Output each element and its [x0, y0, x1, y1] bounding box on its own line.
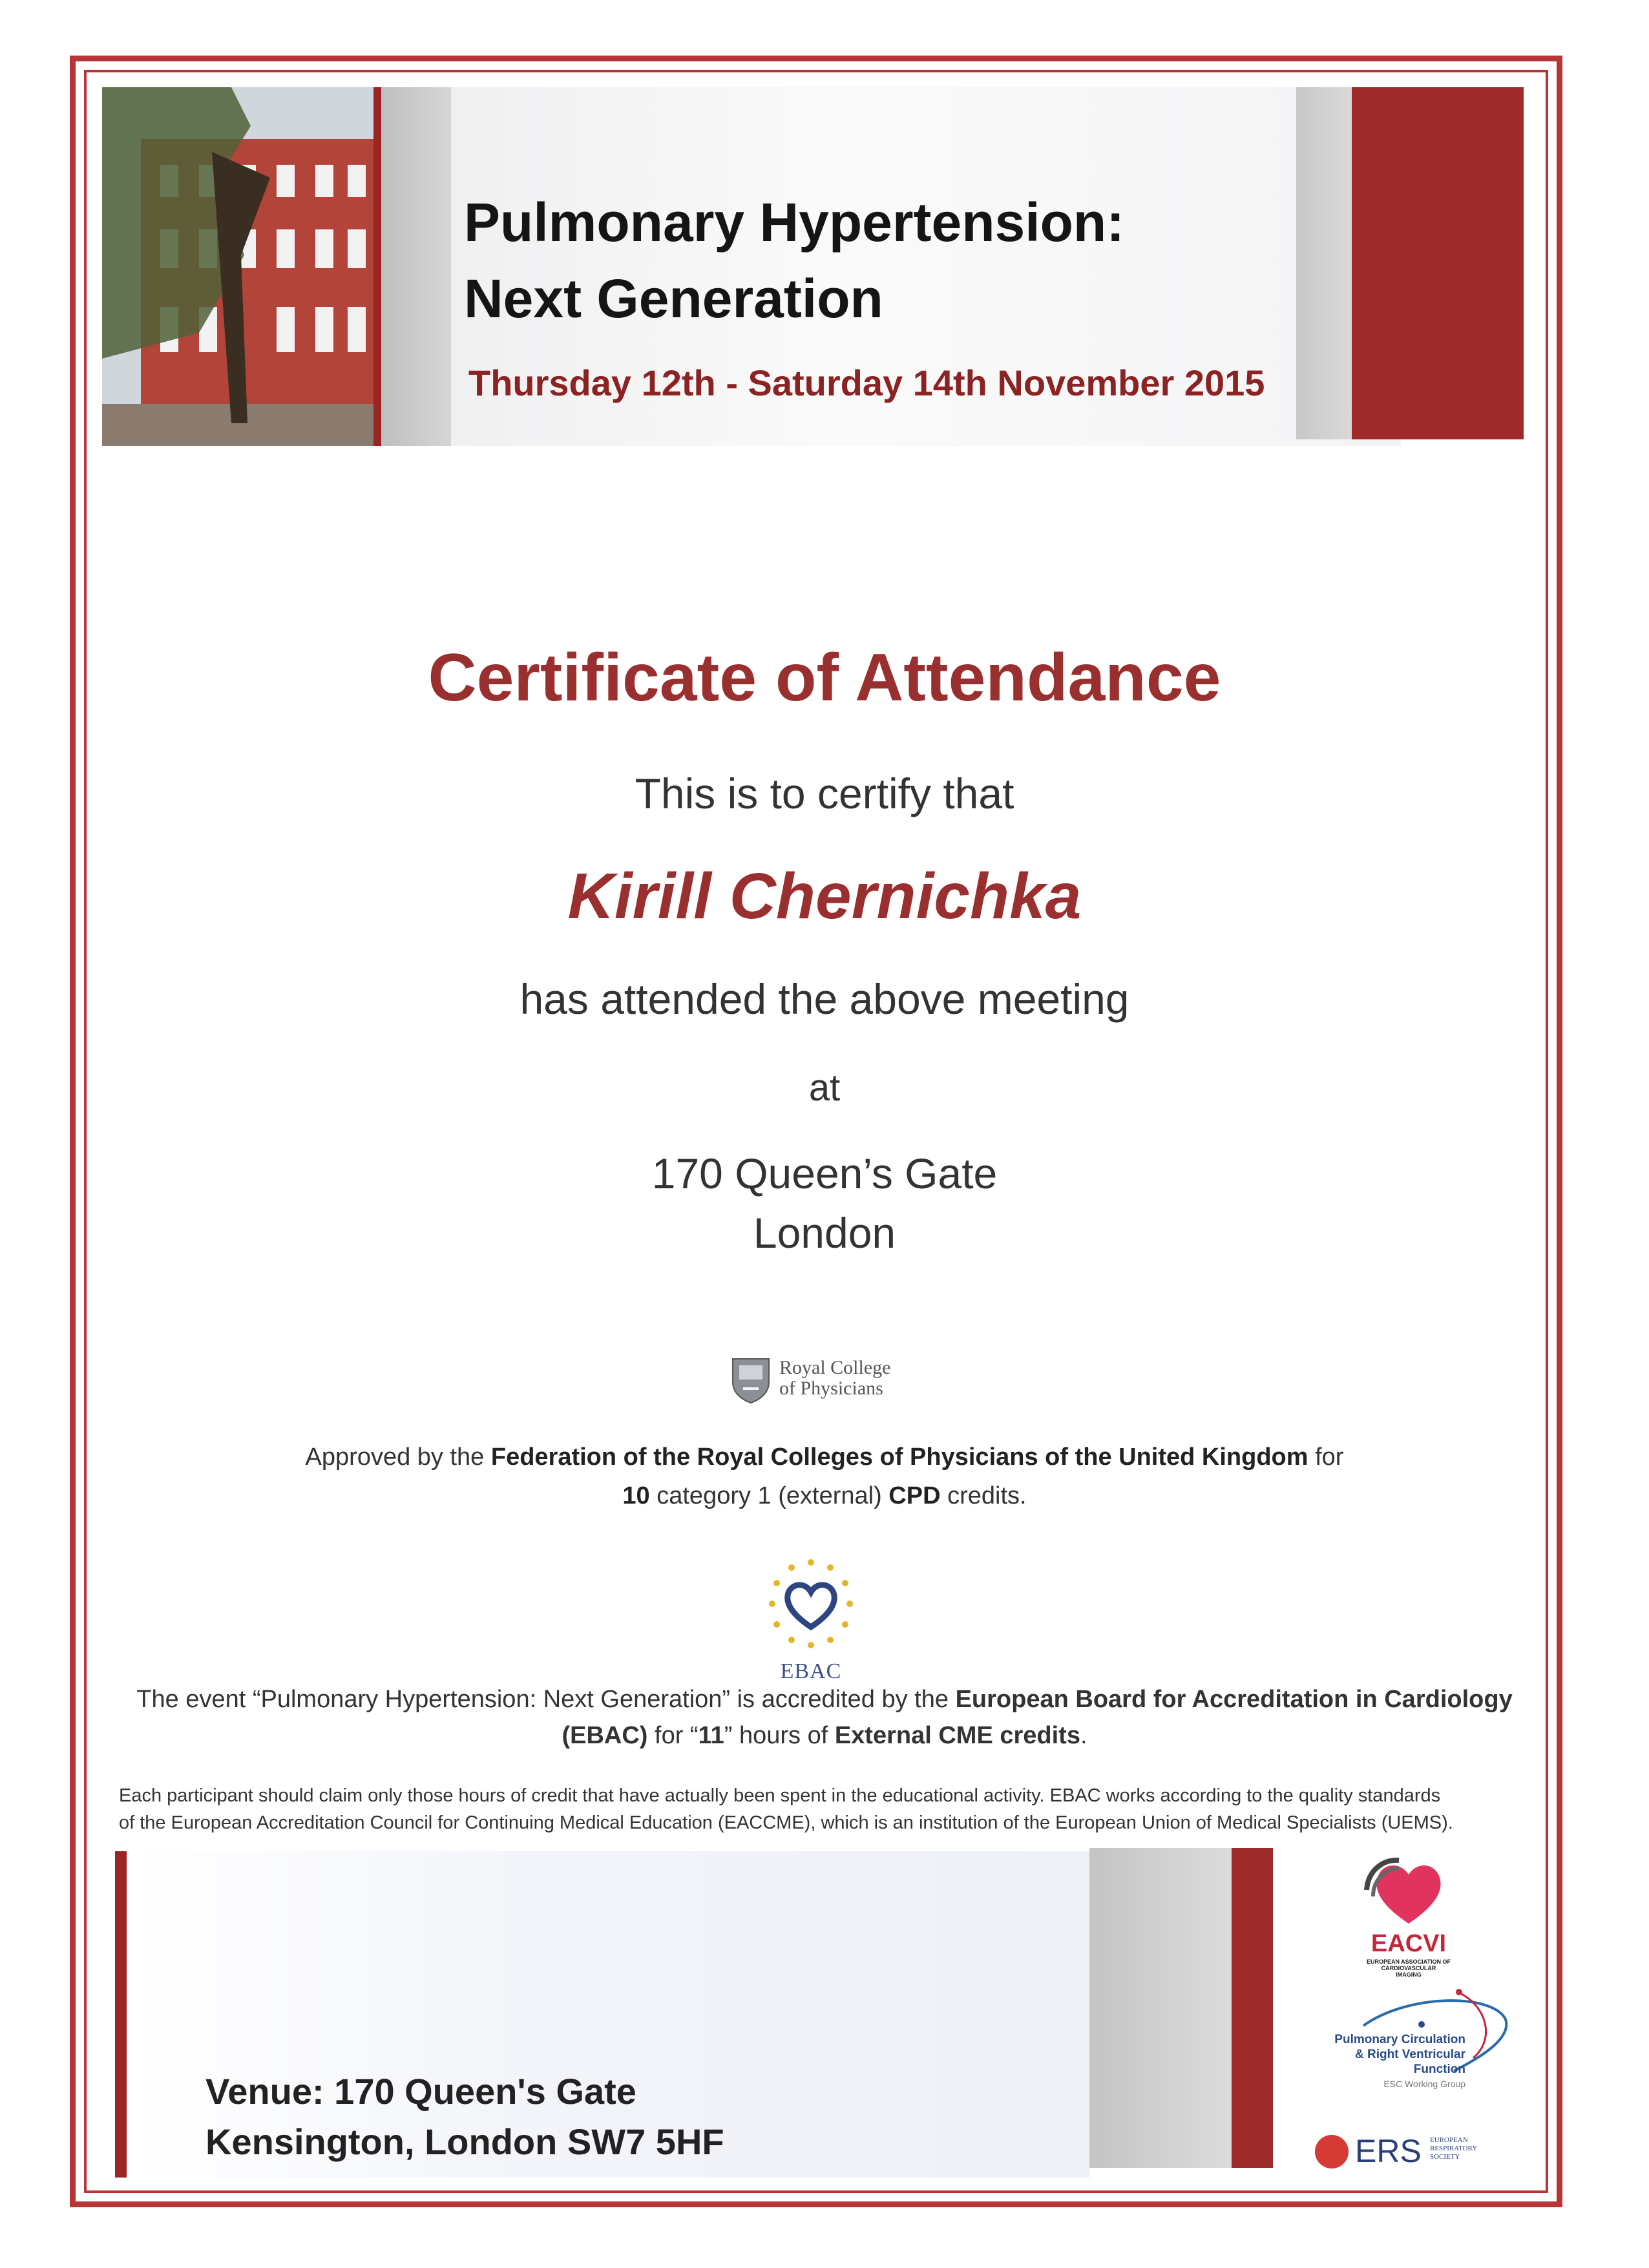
ers-subtitle [1430, 2136, 1477, 2161]
building-photo [102, 87, 373, 446]
header-grey-band-right [1296, 87, 1352, 439]
disclaimer-line2: of the European Accreditation Council for Continuing Medical Education (EACCME), which is an institution of the European Union of Medical Specialists (UEMS). [119, 1812, 1453, 1833]
rcp-logo-line1: Royal College [779, 1357, 891, 1378]
accreditation-credits: External CME credits [834, 1722, 1080, 1749]
pcrv-text [1334, 2032, 1465, 2077]
accreditation-statement [0, 1681, 1649, 1754]
rcp-crest-icon [730, 1356, 772, 1404]
attended-line: has attended the above meeting [520, 975, 1129, 1023]
venue-address: 170 Queen’s Gate [651, 1150, 998, 1197]
approval-suffix: for [1308, 1444, 1344, 1471]
footer-grey-band [1089, 1848, 1232, 2168]
ers-sub-line1: EUROPEAN [1430, 2136, 1468, 2144]
eacvi-sub-line2: CARDIOVASCULAR [1381, 1965, 1436, 1971]
ebac-logo [762, 1557, 859, 1686]
accreditation-prefix: The event “Pulmonary Hypertension: Next Generation” is accredited by the [136, 1686, 956, 1713]
certificate-title: Certificate of Attendance [428, 640, 1221, 715]
rcp-logo-line2: of Physicians [779, 1378, 883, 1399]
approval-statement [0, 1438, 1649, 1515]
header-grey-band [373, 87, 451, 446]
ers-logo [1315, 2132, 1509, 2171]
header-red-band [1352, 87, 1524, 439]
ers-sub-line3: SOCIETY [1430, 2153, 1460, 2161]
event-title [464, 184, 1124, 337]
accreditation-hours: 11 [698, 1722, 724, 1749]
at-word: at [808, 1067, 841, 1109]
pcrv-line2: & Right Ventricular [1354, 2048, 1465, 2061]
eacvi-sub-line1: EUROPEAN ASSOCIATION OF [1366, 1958, 1451, 1965]
accreditation-mid: for “ [647, 1722, 698, 1749]
approval-line1 [0, 1438, 1649, 1476]
accreditation-line1 [0, 1681, 1649, 1717]
credits-number: 10 [622, 1482, 650, 1509]
certify-line: This is to certify that [635, 770, 1014, 817]
approval-line2 [0, 1476, 1649, 1515]
eacvi-sub-line3: IMAGING [1396, 1971, 1422, 1978]
eacvi-name: EACVI [1371, 1930, 1447, 1957]
footer-red-bar [115, 1851, 127, 2178]
footer-venue [205, 2066, 724, 2167]
eacvi-heart-icon [1354, 1851, 1464, 1929]
header-banner [102, 87, 1524, 446]
disclaimer-line1: Each participant should claim only those hours of credit that have actually been spent in the educational activity. EBAC works according to the quality standards [119, 1785, 1441, 1806]
event-title-line2: Next Generation [464, 268, 883, 329]
footer-venue-line1: Venue: 170 Queen's Gate [205, 2071, 636, 2112]
event-dates: Thursday 12th - Saturday 14th November 2015 [468, 362, 1265, 403]
approval-prefix: Approved by the [305, 1444, 491, 1471]
ebac-logo-text: EBAC [780, 1659, 842, 1683]
pcrv-line3: Function [1413, 2063, 1465, 2076]
disclaimer [119, 1782, 1540, 1836]
ebac-heart-icon [762, 1557, 859, 1661]
accreditation-end: . [1080, 1722, 1087, 1749]
ers-lungs-icon [1315, 2135, 1349, 2168]
accreditation-acronym: (EBAC) [562, 1722, 648, 1749]
accreditation-line2 [0, 1717, 1649, 1754]
footer-venue-line2: Kensington, London SW7 5HF [205, 2121, 724, 2162]
approval-body: Federation of the Royal Colleges of Physicians of the United Kingdom [490, 1444, 1308, 1471]
credits-mid: category 1 (external) [649, 1482, 889, 1509]
event-title-line1: Pulmonary Hypertension: [464, 192, 1125, 253]
eacvi-subtitle [1354, 1958, 1464, 1978]
ers-sub-line2: RESPIRATORY [1430, 2145, 1478, 2152]
eacvi-logo [1354, 1851, 1464, 1980]
credits-type: CPD [888, 1482, 941, 1509]
accreditation-body: European Board for Accreditation in Cardiology [955, 1686, 1513, 1713]
venue-city: London [753, 1209, 896, 1257]
rcp-logo-text [779, 1358, 890, 1399]
rcp-logo [730, 1354, 911, 1407]
ers-name: ERS [1355, 2133, 1422, 2169]
credits-end: credits. [940, 1482, 1027, 1509]
footer-red-band [1232, 1848, 1273, 2168]
pcrv-line1: Pulmonary Circulation [1334, 2033, 1465, 2046]
accreditation-mid2: ” hours of [724, 1722, 835, 1749]
recipient-name: Kirill Chernichka [567, 860, 1082, 932]
pcrv-logo [1312, 1987, 1518, 2103]
pcrv-esc-label: ESC Working Group [1383, 2079, 1465, 2089]
